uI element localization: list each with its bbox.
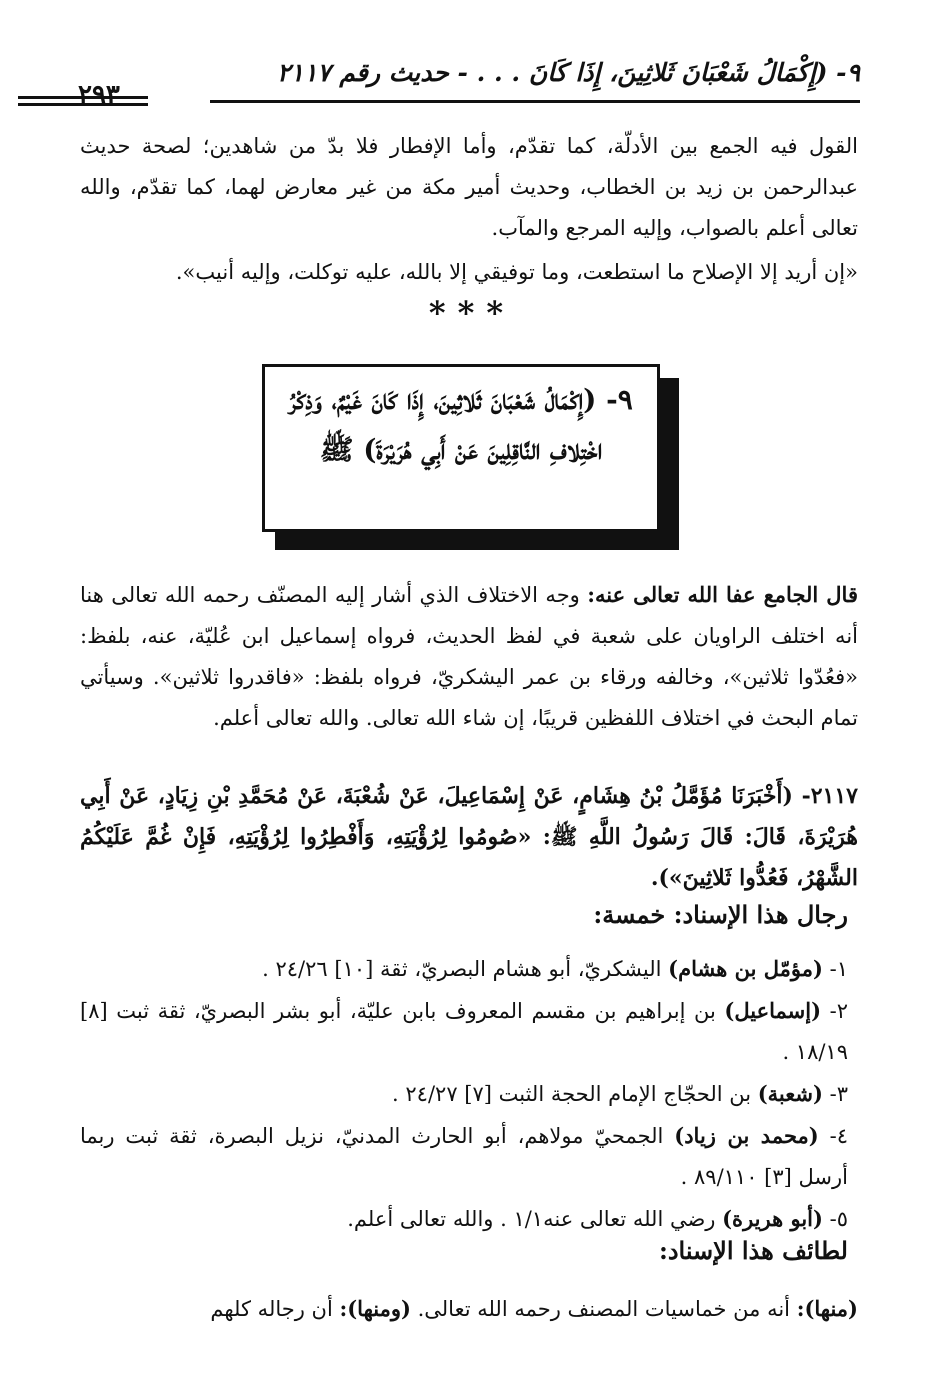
running-header bbox=[80, 58, 860, 114]
narrator-description: بن إبراهيم بن مقسم المعروف بابن عليّة، أبو بشر البصريّ، ثقة ثبت [٨] ١٨/١٩ . bbox=[80, 999, 848, 1064]
narrator-number: ٣- bbox=[822, 1082, 848, 1106]
narrators-heading: رجال هذا الإسناد: خمسة: bbox=[593, 900, 848, 929]
narrator-item bbox=[80, 1198, 848, 1240]
running-header-title: ٩- (إِكْمَالُ شَعْبَانَ ثَلاثِينَ، إِذَا كَانَ . . . - حديث رقم ٢١١٧ bbox=[276, 58, 860, 87]
lataif-text-1: أنه من خماسيات المصنف رحمه الله تعالى. bbox=[410, 1297, 797, 1321]
header-rule bbox=[210, 100, 860, 103]
quran-quote: «إن أريد إلا الإصلاح ما استطعت، وما توفيقي إلا بالله، عليه توكلت، وإليه أنيب». bbox=[175, 260, 858, 284]
chapter-heading-box bbox=[262, 364, 660, 532]
narrator-description: الجمحيّ مولاهم، أبو الحارث المدنيّ، نزيل البصرة، ثقة ثبت ربما أرسل [٣] ٨٩/١١٠ . bbox=[80, 1124, 848, 1189]
lataif-lead-1: (منها): bbox=[796, 1296, 858, 1321]
page-number: ٢٩٣ bbox=[78, 80, 120, 110]
lataif-heading: لطائف هذا الإسناد: bbox=[658, 1236, 848, 1265]
page-number-rule bbox=[18, 96, 148, 99]
narrator-name: (محمد بن زياد) bbox=[674, 1123, 819, 1148]
narrator-item bbox=[80, 1115, 848, 1198]
narrator-name: (مؤمّل بن هشام) bbox=[668, 956, 823, 981]
narrator-name: (إسماعيل) bbox=[724, 998, 822, 1023]
narrator-name: (أبو هريرة) bbox=[722, 1206, 823, 1231]
page-number-rule bbox=[18, 103, 148, 106]
narrators-list bbox=[80, 948, 848, 1240]
narrator-item bbox=[80, 1073, 848, 1115]
narrator-item bbox=[80, 948, 848, 990]
narrator-number: ٥- bbox=[822, 1207, 848, 1231]
narrator-name: (شعبة) bbox=[757, 1081, 823, 1106]
section-separator: *** bbox=[428, 294, 516, 332]
narrator-description: اليشكريّ، أبو هشام البصريّ، ثقة [١٠] ٢٤/٢٦ . bbox=[262, 957, 669, 981]
lataif-text-2: أن رجاله كلهم bbox=[210, 1297, 340, 1321]
lataif-lead-2: (ومنها): bbox=[339, 1296, 411, 1321]
commentary-paragraph bbox=[80, 574, 858, 739]
narrator-description: رضي الله تعالى عنه١/١ . والله تعالى أعلم. bbox=[347, 1207, 723, 1231]
intro-paragraph: القول فيه الجمع بين الأدلّة، كما تقدّم، وأما الإفطار فلا بدّ من شاهدين؛ لصحة حديث عبدالرحمن بن زيد بن الخطاب، وحديث أمير مكة من غير معارض لهما، كما تقدّم، والله تعالى أعلم بالصواب، وإليه المرجع والمآب. bbox=[80, 134, 858, 240]
narrator-number: ٢- bbox=[821, 999, 848, 1023]
hadith-text: ٢١١٧- (أَخْبَرَنَا مُؤَمَّلُ بْنُ هِشَامٍ، عَنْ إِسْمَاعِيلَ، عَنْ شُعْبَةَ، عَنْ مُحَمَّدِ بْنِ زِيَادٍ، عَنْ أَبِي هُرَيْرَةَ، قَالَ: قَالَ رَسُولُ اللَّهِ ﷺ: «صُومُوا لِرُؤْيَتِهِ، وَأَفْطِرُوا لِرُؤْيَتِهِ، فَإِنْ غُمَّ عَلَيْكُمُ الشَّهْرُ، فَعُدُّوا ثَلاثِينَ»). bbox=[80, 783, 858, 891]
narrator-number: ٤- bbox=[818, 1124, 848, 1148]
commentary-text: وجه الاختلاف الذي أشار إليه المصنّف رحمه الله تعالى هنا أنه اختلف الراويان على شعبة في لفظ الحديث، فرواه إسماعيل ابن عُليّة، عنه، بلفظ: «فعُدّوا ثلاثين»، وخالفه ورقاء بن عمر اليشكريّ، فرواه بلفظ: «فاقدروا ثلاثين». وسيأتي تمام البحث في اختلاف اللفظين قريبًا، إن شاء الله تعالى. والله تعالى أعلم. bbox=[80, 583, 858, 730]
commentary-lead: قال الجامع عفا الله تعالى عنه: bbox=[587, 582, 858, 607]
chapter-heading: ٩- (إِكْمَالُ شَعْبَانَ ثَلاثِينَ، إِذَا كَانَ غَيْمٌ، وَذِكْرُ اخْتِلافِ النَّاقِلِينَ عَنْ أَبِي هُرَيْرَةَ) ﷺ bbox=[289, 383, 633, 466]
narrator-item bbox=[80, 990, 848, 1073]
narrator-number: ١- bbox=[822, 957, 848, 981]
narrator-description: بن الحجّاج الإمام الحجة الثبت [٧] ٢٤/٢٧ . bbox=[392, 1082, 758, 1106]
lataif-paragraph bbox=[80, 1288, 858, 1330]
